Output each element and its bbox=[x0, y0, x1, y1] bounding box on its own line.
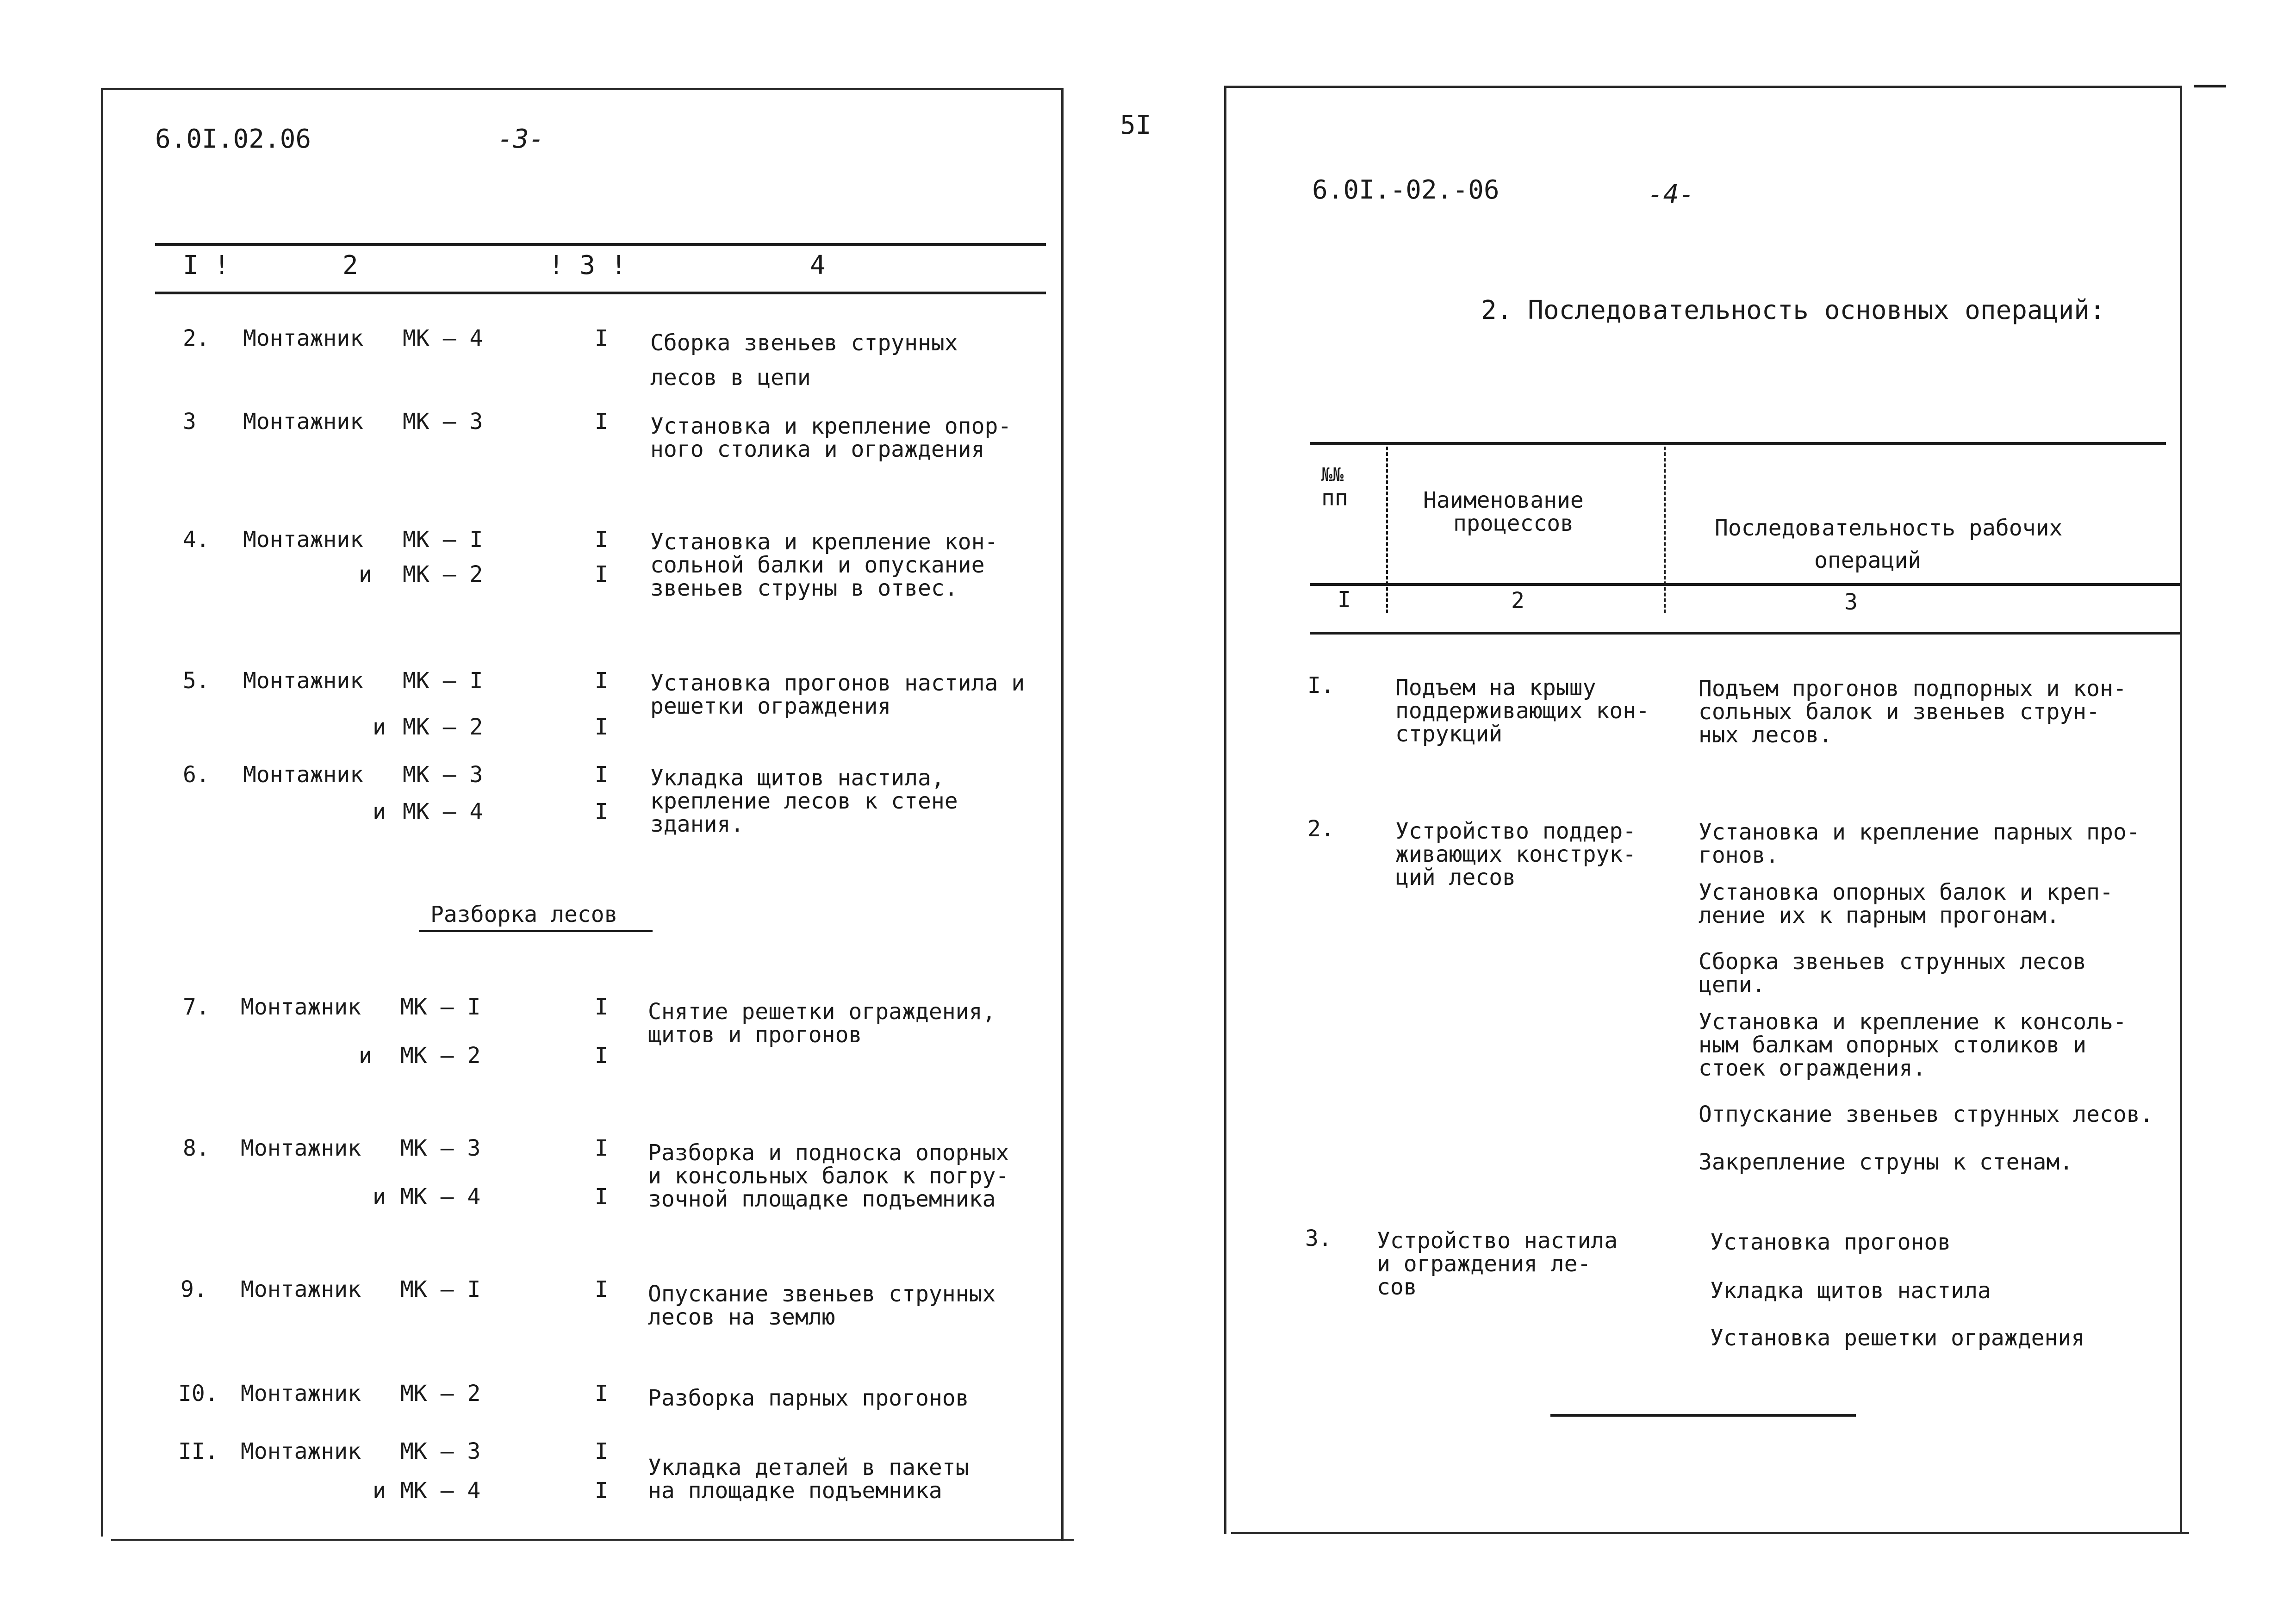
row-op-line: сольных балок и звеньев струн- bbox=[1699, 699, 2100, 725]
row-qty: I bbox=[595, 994, 608, 1020]
row-code: МК – I bbox=[403, 527, 483, 553]
row-process-line: струкций bbox=[1395, 721, 1503, 747]
row-worker-2: и bbox=[373, 714, 386, 740]
right-heading: 2. Последовательность основных операций: bbox=[1481, 295, 2105, 325]
row-desc-line: Опускание звеньев струнных bbox=[648, 1281, 996, 1307]
row-desc-line: Установка и крепление кон- bbox=[650, 529, 998, 555]
row-desc-line: лесов на землю bbox=[648, 1304, 835, 1330]
row-code-2: МК – 2 bbox=[403, 561, 483, 587]
right-frame-left bbox=[1224, 86, 1226, 1534]
row-worker: Монтажник bbox=[243, 409, 364, 435]
row-worker: Монтажник bbox=[243, 325, 364, 351]
row-number: I. bbox=[1307, 672, 1334, 698]
row-op-line: Укладка щитов настила bbox=[1710, 1278, 1991, 1304]
right-doc-code: 6.0I.-02.-06 bbox=[1312, 175, 1500, 205]
right-header-rule-top bbox=[1310, 442, 2166, 445]
row-qty: I bbox=[595, 1135, 608, 1161]
row-worker: Монтажник bbox=[243, 527, 364, 553]
left-header-rule-bottom bbox=[155, 292, 1046, 294]
left-frame-bottom bbox=[111, 1539, 1074, 1541]
row-op-line: Подъем прогонов подпорных и кон- bbox=[1699, 676, 2127, 702]
left-frame-left bbox=[101, 88, 103, 1537]
row-worker: Монтажник bbox=[241, 994, 361, 1020]
row-worker-2: и bbox=[359, 1043, 372, 1069]
right-frame-bottom bbox=[1231, 1532, 2189, 1534]
row-worker-2: и bbox=[373, 799, 386, 825]
row-op-line: Закрепление струны к стенам. bbox=[1699, 1149, 2073, 1175]
header-col1-line: пп bbox=[1321, 485, 1348, 511]
row-desc-line: ного столика и ограждения bbox=[650, 436, 985, 462]
left-col1-header: I ! bbox=[183, 250, 230, 280]
row-qty-2: I bbox=[595, 799, 608, 825]
row-op-line: ление их к парным прогонам. bbox=[1699, 902, 2060, 928]
row-code: МК – 3 bbox=[403, 409, 483, 435]
row-qty: I bbox=[595, 762, 608, 788]
header-col3-line: Последовательность рабочих bbox=[1715, 515, 2063, 541]
row-op-line: Сборка звеньев струнных лесов bbox=[1699, 949, 2087, 975]
row-op-line: Отпускание звеньев струнных лесов. bbox=[1699, 1101, 2153, 1127]
end-rule bbox=[1550, 1414, 1856, 1417]
row-worker: Монтажник bbox=[241, 1438, 361, 1464]
row-code: МК – I bbox=[403, 668, 483, 694]
row-worker: Монтажник bbox=[243, 762, 364, 788]
header-col2-line: Наименование bbox=[1423, 487, 1584, 513]
row-code: МК – 3 bbox=[400, 1135, 481, 1161]
header-col2-line: процессов bbox=[1453, 510, 1574, 536]
edge-mark bbox=[2194, 85, 2226, 87]
row-qty: I bbox=[595, 668, 608, 694]
col-number-1: I bbox=[1338, 587, 1351, 613]
row-code: МК – 3 bbox=[400, 1438, 481, 1464]
row-code-2: МК – 4 bbox=[400, 1184, 481, 1210]
row-desc-line: Разборка и подноска опорных bbox=[648, 1140, 1009, 1166]
row-code-2: МК – 2 bbox=[400, 1043, 481, 1069]
row-op-line: Установка опорных балок и креп- bbox=[1699, 879, 2113, 905]
left-col2-header: 2 bbox=[342, 250, 358, 280]
row-worker-2: и bbox=[373, 1478, 386, 1504]
right-page-label: -4- bbox=[1648, 180, 1695, 210]
row-process-line: Устройство поддер- bbox=[1395, 818, 1636, 844]
row-desc-line: решетки ограждения bbox=[650, 693, 891, 719]
row-qty-2: I bbox=[595, 1043, 608, 1069]
row-desc-line: Установка и крепление опор- bbox=[650, 413, 1012, 439]
row-worker-2: и bbox=[359, 561, 372, 587]
row-op-line: цепи. bbox=[1699, 972, 1766, 998]
row-number: 3 bbox=[183, 409, 196, 435]
row-qty: I bbox=[595, 1381, 608, 1406]
section-title-underline bbox=[419, 930, 653, 932]
right-header-divider-2 bbox=[1664, 447, 1666, 613]
row-number: I0. bbox=[178, 1381, 218, 1406]
row-qty: I bbox=[595, 409, 608, 435]
row-code-2: МК – 4 bbox=[400, 1478, 481, 1504]
row-code-2: МК – 2 bbox=[403, 714, 483, 740]
row-number: 9. bbox=[180, 1276, 207, 1302]
left-doc-code: 6.0I.02.06 bbox=[155, 124, 311, 154]
row-desc-line: здания. bbox=[650, 811, 744, 837]
row-desc-line: Установка прогонов настила и bbox=[650, 670, 1025, 696]
header-col1-line: №№ bbox=[1321, 464, 1344, 485]
right-header-divider-1 bbox=[1386, 447, 1388, 613]
row-number: 4. bbox=[183, 527, 210, 553]
row-code-2: МК – 4 bbox=[403, 799, 483, 825]
row-qty: I bbox=[595, 325, 608, 351]
row-number: 2. bbox=[183, 325, 210, 351]
left-page-label: -3- bbox=[498, 124, 545, 154]
row-code: МК – I bbox=[400, 1276, 481, 1302]
row-code: МК – 2 bbox=[400, 1381, 481, 1406]
left-frame-right bbox=[1061, 88, 1064, 1541]
row-worker: Монтажник bbox=[241, 1276, 361, 1302]
row-desc-line: на площадке подъемника bbox=[648, 1478, 942, 1504]
row-op-line: ных лесов. bbox=[1699, 722, 1832, 748]
row-desc-line: лесов в цепи bbox=[650, 365, 811, 391]
row-worker: Монтажник bbox=[243, 668, 364, 694]
row-desc-line: крепление лесов к стене bbox=[650, 788, 958, 814]
row-worker: Монтажник bbox=[241, 1381, 361, 1406]
row-qty: I bbox=[595, 1276, 608, 1302]
row-qty: I bbox=[595, 1438, 608, 1464]
right-header-rule-mid bbox=[1310, 583, 2180, 586]
row-op-line: Установка и крепление парных про- bbox=[1699, 819, 2140, 845]
row-qty-2: I bbox=[595, 1184, 608, 1210]
left-header-rule-top bbox=[155, 243, 1046, 246]
left-col4-header: 4 bbox=[810, 250, 826, 280]
row-desc-line: щитов и прогонов bbox=[648, 1022, 862, 1048]
row-number: 2. bbox=[1307, 816, 1334, 842]
row-process-line: живающих конструк- bbox=[1395, 841, 1636, 867]
right-frame-top bbox=[1224, 86, 2182, 88]
row-op-line: Установка решетки ограждения bbox=[1710, 1325, 2085, 1351]
row-qty: I bbox=[595, 527, 608, 553]
row-desc-line: звеньев струны в отвес. bbox=[650, 575, 958, 601]
row-number: 3. bbox=[1305, 1226, 1332, 1251]
row-op-line: гонов. bbox=[1699, 842, 1779, 868]
row-process-line: ций лесов bbox=[1395, 865, 1516, 890]
row-desc-line: зочной площадке подъемника bbox=[648, 1186, 996, 1212]
row-op-line: стоек ограждения. bbox=[1699, 1055, 1926, 1081]
right-frame-right bbox=[2180, 86, 2182, 1534]
row-qty-2: I bbox=[595, 1478, 608, 1504]
row-code: МК – 3 bbox=[403, 762, 483, 788]
row-process-line: сов bbox=[1377, 1274, 1417, 1300]
row-desc-line: сольной балки и опускание bbox=[650, 552, 985, 578]
section-title: Разборка лесов bbox=[430, 902, 618, 927]
row-worker: Монтажник bbox=[241, 1135, 361, 1161]
row-process-line: поддерживающих кон- bbox=[1395, 698, 1650, 724]
row-desc-line: Разборка парных прогонов bbox=[648, 1385, 969, 1411]
row-number: 8. bbox=[183, 1135, 210, 1161]
col-number-2: 2 bbox=[1511, 588, 1524, 614]
header-col3-line: операций bbox=[1814, 548, 1922, 573]
row-qty-2: I bbox=[595, 714, 608, 740]
row-op-line: Установка и крепление к консоль- bbox=[1699, 1009, 2127, 1035]
row-desc-line: Укладка деталей в пакеты bbox=[648, 1455, 969, 1481]
sheet-number: 5I bbox=[1120, 110, 1151, 140]
row-code: МК – 4 bbox=[403, 325, 483, 351]
left-col3-header: ! 3 ! bbox=[548, 250, 627, 280]
row-process-line: и ограждения ле- bbox=[1377, 1251, 1591, 1277]
right-header-rule-bottom bbox=[1310, 632, 2180, 635]
row-op-line: Установка прогонов bbox=[1710, 1229, 1951, 1255]
row-worker-2: и bbox=[373, 1184, 386, 1210]
row-number: 6. bbox=[183, 762, 210, 788]
left-frame-top bbox=[101, 88, 1064, 90]
row-qty-2: I bbox=[595, 561, 608, 587]
row-desc-line: Сборка звеньев струнных bbox=[650, 330, 958, 356]
row-desc-line: Укладка щитов настила, bbox=[650, 765, 945, 791]
row-number: II. bbox=[178, 1438, 218, 1464]
row-code: МК – I bbox=[400, 994, 481, 1020]
row-process-line: Подъем на крышу bbox=[1395, 675, 1596, 701]
row-number: 7. bbox=[183, 994, 210, 1020]
row-op-line: ным балкам опорных столиков и bbox=[1699, 1032, 2087, 1058]
col-number-3: 3 bbox=[1844, 589, 1858, 615]
row-number: 5. bbox=[183, 668, 210, 694]
row-desc-line: Снятие решетки ограждения, bbox=[648, 999, 996, 1025]
row-desc-line: и консольных балок к погру- bbox=[648, 1163, 1009, 1189]
row-process-line: Устройство настила bbox=[1377, 1228, 1618, 1254]
